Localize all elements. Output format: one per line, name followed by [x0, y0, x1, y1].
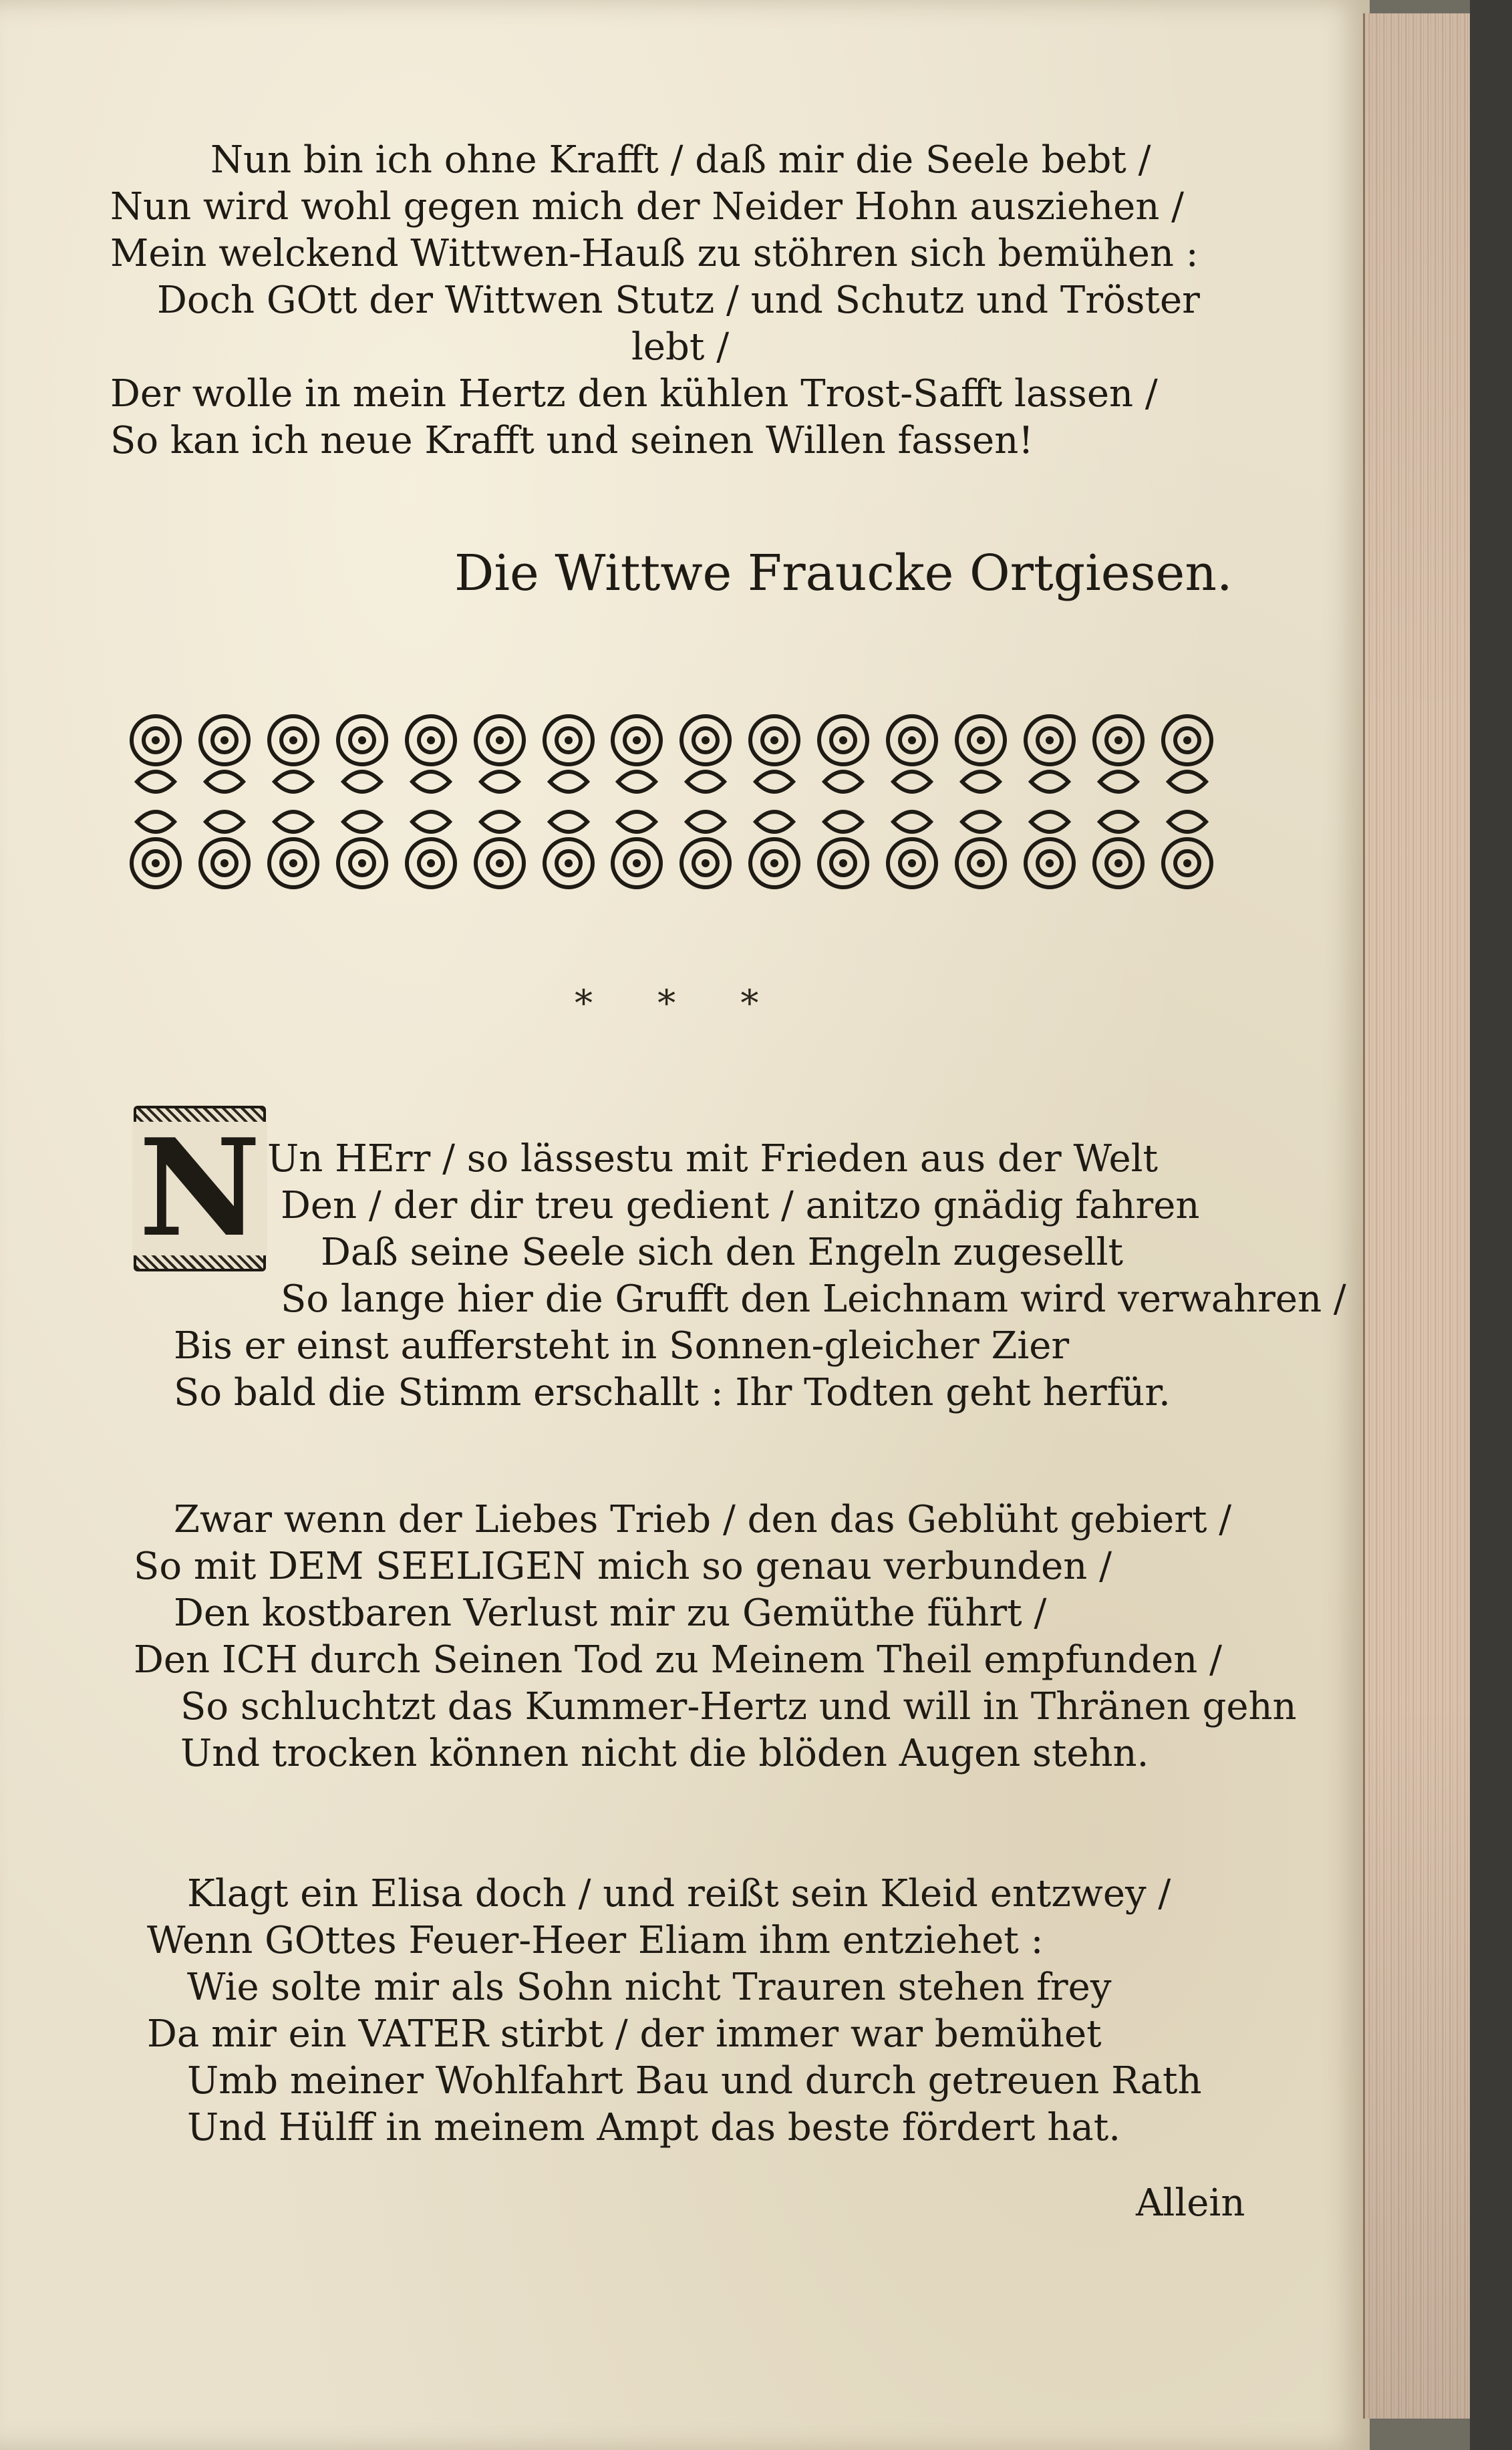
- verse-line: Nun bin ich ohne Krafft / daß mir die Seele bebt /: [210, 138, 1151, 182]
- verse-line: Klagt ein Elisa doch / und reißt sein Kleid entzwey /: [187, 1872, 1171, 1916]
- binding-edge: [1470, 0, 1512, 2450]
- verse-line: So mit DEM SEELIGEN mich so genau verbunden /: [134, 1545, 1112, 1588]
- ornament-unit-icon: [673, 708, 738, 895]
- drop-cap-letter: N: [132, 1122, 268, 1255]
- floral-ornament-band: [124, 708, 1219, 895]
- poem-stanza-1-top: [267, 1136, 1199, 1229]
- ornament-unit-icon: [261, 708, 325, 895]
- ornament-unit-icon: [811, 708, 875, 895]
- signature-widow: Die Wittwe Fraucke Ortgiesen.: [454, 545, 1233, 602]
- ornament-unit-icon: [399, 708, 463, 895]
- verse-line: Den kostbaren Verlust mir zu Gemüthe führt /: [174, 1591, 1047, 1635]
- verse-line: So lange hier die Grufft den Leichnam wird verwahren /: [281, 1277, 1346, 1321]
- verse-line: Und Hülff in meinem Ampt das beste fördert hat.: [187, 2106, 1121, 2149]
- verse-line: Nun wird wohl gegen mich der Neider Hohn ausziehen /: [110, 185, 1185, 228]
- verse-line: Wie solte mir als Sohn nicht Trauren stehen frey: [187, 1966, 1112, 2009]
- verse-line: Da mir ein VATER stirbt / der immer war bemühet: [147, 2012, 1102, 2056]
- poem-stanza-3: [147, 1871, 1202, 2151]
- ornament-unit-icon: [192, 708, 257, 895]
- verse-line: Un HErr / so lässestu mit Frieden aus der Welt: [267, 1137, 1159, 1181]
- ornament-unit-icon: [468, 708, 532, 895]
- verse-line: lebt /: [631, 325, 730, 369]
- verse-line: Zwar wenn der Liebes Trieb / den das Geblüht gebiert /: [174, 1498, 1232, 1541]
- verse-line: Doch GOtt der Wittwen Stutz / und Schutz und Tröster: [157, 279, 1200, 322]
- ornament-unit-icon: [742, 708, 806, 895]
- ornament-unit-icon: [1018, 708, 1082, 895]
- verse-line: Daß seine Seele sich den Engeln zugesellt: [321, 1231, 1123, 1274]
- poem-stanza-2: [134, 1497, 1297, 1777]
- verse-line: So bald die Stimm erschallt : Ihr Todten geht herfür.: [174, 1371, 1171, 1414]
- poem-widow: [110, 137, 1200, 464]
- verse-line: Umb meiner Wohlfahrt Bau und durch getreuen Rath: [187, 2059, 1202, 2103]
- page-edges: [1363, 13, 1472, 2419]
- ornament-unit-icon: [880, 708, 944, 895]
- ornament-unit-icon: [949, 708, 1013, 895]
- ornament-unit-icon: [1155, 708, 1219, 895]
- ornament-unit-icon: [605, 708, 669, 895]
- verse-line: Und trocken können nicht die blöden Augen stehn.: [180, 1732, 1149, 1775]
- ornament-unit-icon: [124, 708, 188, 895]
- verse-line: Mein welckend Wittwen-Hauß zu stöhren sich bemühen :: [110, 232, 1199, 275]
- poem-stanza-1-bottom: [174, 1229, 1346, 1416]
- verse-line: So kan ich neue Krafft und seinen Willen fassen!: [110, 419, 1034, 462]
- verse-line: Wenn GOttes Feuer-Heer Eliam ihm entziehet :: [147, 1919, 1044, 1962]
- verse-line: Den / der dir treu gedient / anitzo gnädig fahren: [281, 1184, 1200, 1227]
- ornament-unit-icon: [1086, 708, 1151, 895]
- verse-line: Den ICH durch Seinen Tod zu Meinem Theil empfunden /: [134, 1638, 1223, 1682]
- ornament-unit-icon: [537, 708, 601, 895]
- verse-line: So schluchtzt das Kummer-Hertz und will in Thränen gehn: [180, 1685, 1297, 1728]
- section-asterisks: * * *: [575, 982, 786, 1024]
- verse-line: Der wolle in mein Hertz den kühlen Trost-Safft lassen /: [110, 372, 1158, 416]
- catchword: Allein: [1136, 2181, 1245, 2225]
- verse-line: Bis er einst auffersteht in Sonnen-gleicher Zier: [174, 1324, 1070, 1368]
- ornament-unit-icon: [330, 708, 394, 895]
